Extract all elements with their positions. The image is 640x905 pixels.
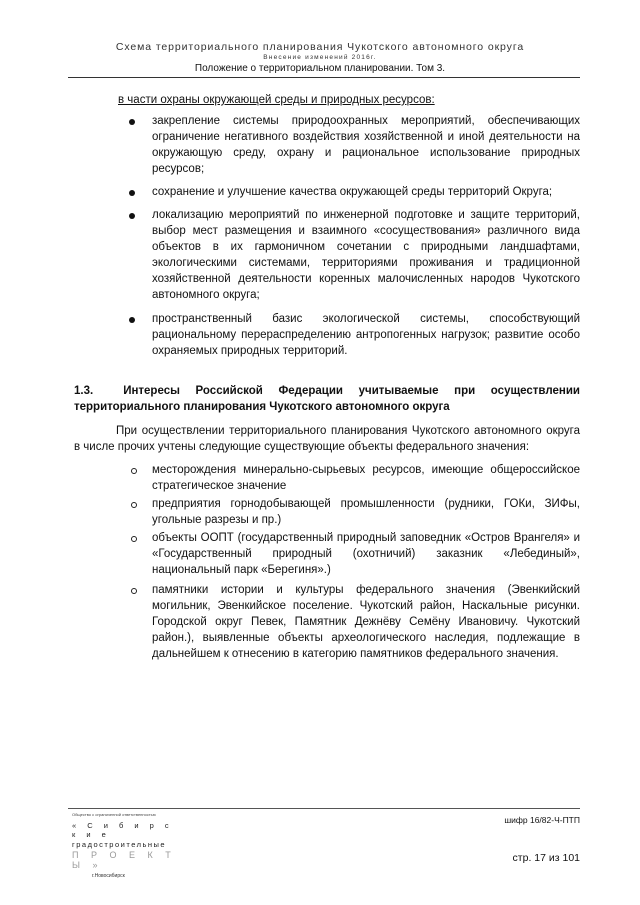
section-heading [74,383,580,415]
logo-line-1: « С и б и р с к и е [72,821,174,839]
env-subheading: в части охраны окружающей среды и природных ресурсов: [118,94,435,106]
bullet-icon [129,190,135,196]
header-volume: Положение о территориальном планировании. Том 3. [194,63,446,74]
fed-item-3: объекты ООПТ (государственный природный заповедник «Остров Врангеля» и «Государственный природный (охотничий) заказник «Лебединый», национальный парк «Берегиня».) [152,532,580,576]
section-intro: При осуществлении территориального планирования Чукотского автономного округа в числе прочих учтены следующие существующие объекты федерального значения: [74,425,580,453]
fed-item-1: месторождения минерально-сырьевых ресурсов, имеющие общероссийское стратегическое значение [152,464,580,492]
logo-line-2: градостроительные [72,840,167,849]
env-item-1: закрепление системы природоохранных мероприятий, обеспечивающих ограничение негативного воздействия хозяйственной и иной деятельности на окружающую среду, охрану и рациональное использование природных ресурсов; [152,115,580,175]
header-divider [68,77,580,78]
page-number: стр. 17 из 101 [512,852,580,864]
logo-line-3: П Р О Е К Т Ы » [72,850,176,870]
header-title: Схема территориального планирования Чукотского автономного округа [115,41,525,53]
bullet-icon [129,213,135,219]
fed-item-2: предприятия горнодобывающей промышленности (рудники, ГОКи, ЗИФы, угольные разрезы и пр.) [152,498,580,526]
env-item-3: локализацию мероприятий по инженерной подготовке и защите территорий, выбор мест размещения и взаимного «сосуществования» различного вида объектов в их гармоничном сочетании с природными ландшафтами, экологическими системами, территориями проживания и традиционной хозяйственной деятельности коренных малочисленных народов Чукотского автономного округа; [152,209,580,301]
circle-bullet-icon [131,502,137,508]
env-item-4: пространственный базис экологической системы, способствующий рациональному перераспределению антропогенных нагрузок; развитие особо охраняемых природных территорий. [152,313,580,357]
header-subtitle: Внесение изменений 2016г. [263,54,377,61]
fed-item-4: памятники истории и культуры федерального значения (Эвенкийский могильник, Эвенкийское поселение. Чукотский район, Наскальные рисунки. Городской округ Певек, Памятник Дежнёву Семёну Ивановичу. Чукотский район.), выявленные объекты археологического наследия, подлежащие в дальнейшем к отнесению в категорию памятников федерального значения. [152,584,580,660]
section-title: Интересы Российской Федерации учитываемые при осуществлении территориального планирования Чукотского автономного округа [74,385,580,413]
logo-city: г.Новосибирск [92,873,125,879]
section-number: 1.3. [74,385,94,397]
circle-bullet-icon [131,536,137,542]
document-cipher: шифр 16/82-Ч-ПТП [504,815,580,825]
company-logo [72,812,182,879]
bullet-icon [129,119,135,125]
env-item-2: сохранение и улучшение качества окружающей среды территорий Округа; [152,186,553,198]
bullet-icon [129,317,135,323]
logo-small-text: Общество с ограниченной ответственностью [72,812,156,817]
footer-divider [68,808,580,809]
circle-bullet-icon [131,588,137,594]
circle-bullet-icon [131,468,137,474]
